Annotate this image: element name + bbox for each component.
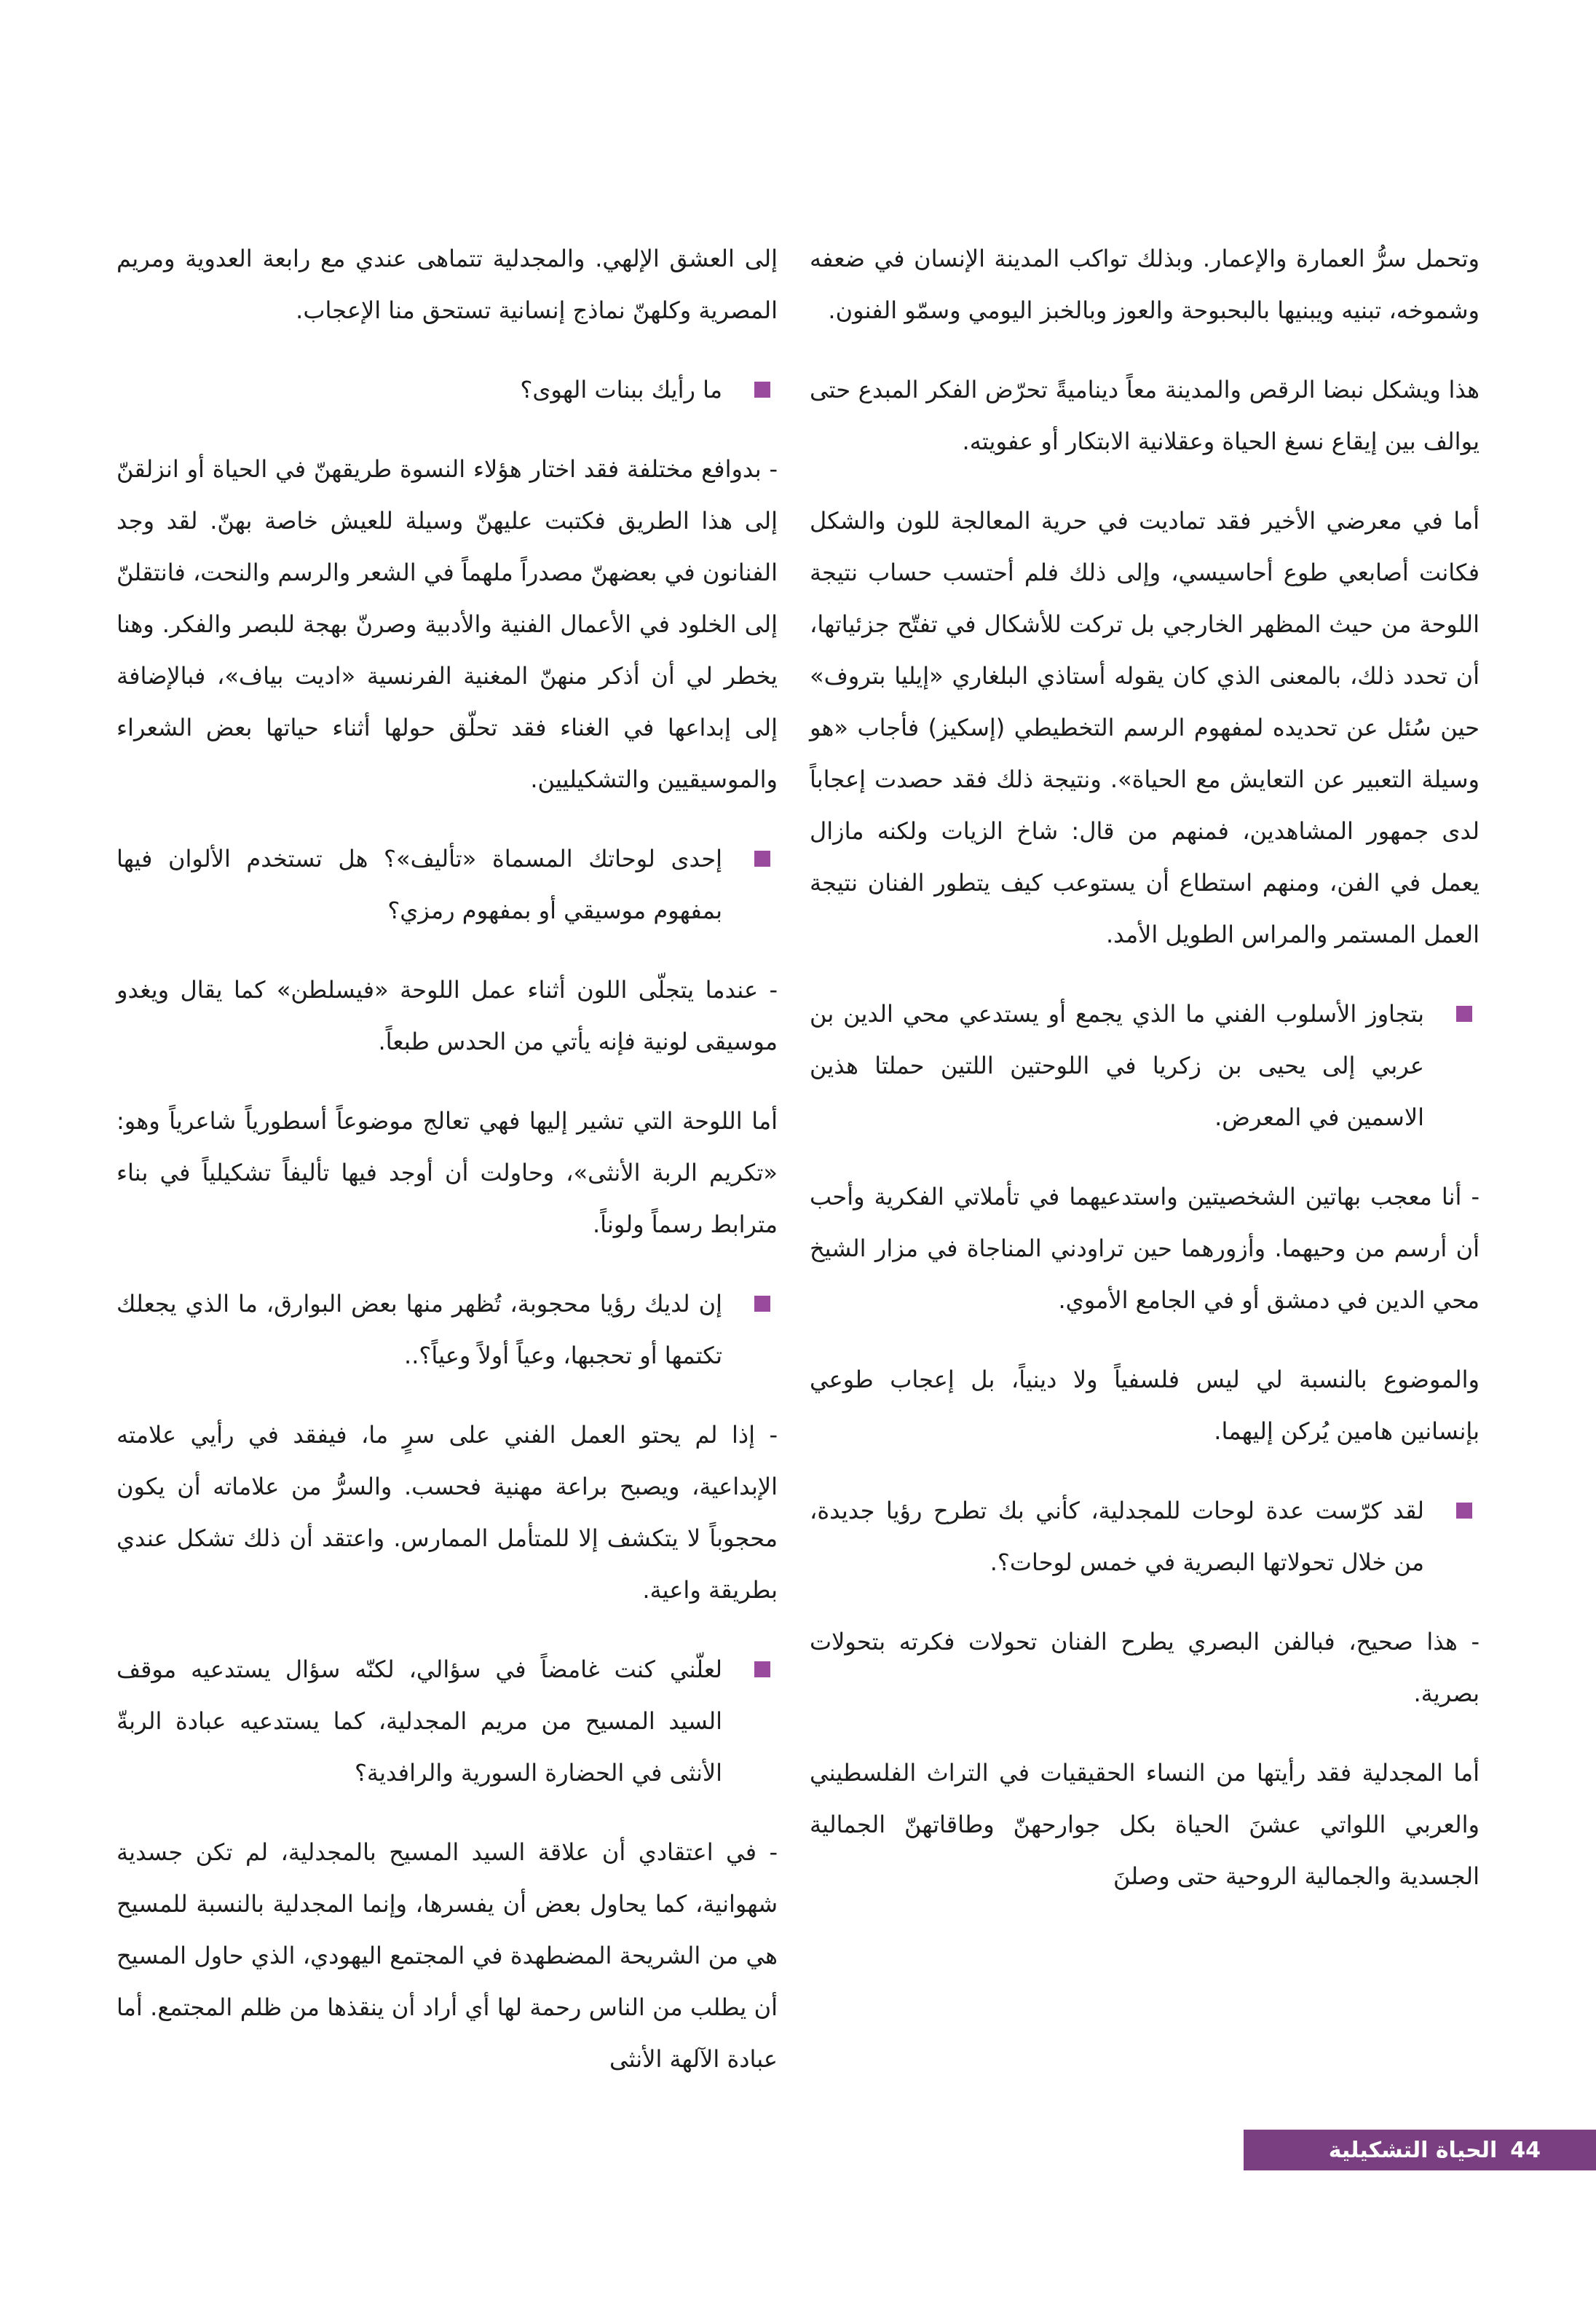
paragraph: - هذا صحيح، فبالفن البصري يطرح الفنان تحولات فكرته بتحولات بصرية. [810,1628,1480,1707]
question-bullet-icon [754,382,770,398]
paragraph: أما المجدلية فقد رأيتها من النساء الحقيقيات في التراث الفلسطيني والعربي اللواتي عشنَ الحياة بكل جوارحهنّ وطاقاتهنّ الجمالية الجسدية والجمالية الروحية حتى وصلنَ [810,1759,1480,1890]
question-text: إحدى لوحاتك المسماة «تأليف»؟ هل تستخدم الألوان فيها بمفهوم موسيقي أو بمفهوم رمزي؟ [116,845,722,924]
paragraph: - في اعتقادي أن علاقة السيد المسيح بالمجدلية، لم تكن جسدية شهوانية، كما يحاول بعض أن يفسرها، وإنما المجدلية بالنسبة للمسيح هي من الشريحة المضطهدة في المجتمع اليهودي، الذي حاول المسيح أن يطلب من الناس رحمة لها أي أراد أن ينقذها من ظلم المجتمع. أما عبادة الآلهة الأنثى [116,1838,778,2073]
paragraph: والموضوع بالنسبة لي ليس فلسفياً ولا دينياً، بل إعجاب طوعي بإنسانين هامين يُركن إليهما. [810,1366,1480,1445]
interview-question [116,364,778,416]
paragraph: - عندما يتجلّى اللون أثناء عمل اللوحة «فيسلطن» كما يقال ويغدو موسيقى لونية فإنه يأتي من الحدس طبعاً. [116,976,778,1055]
paragraph: وتحمل سرُّ العمارة والإعمار. وبذلك تواكب المدينة الإنسان في ضعفه وشموخه، تبنيه ويبنيها بالبحبوحة والعوز وبالخبز اليومي وسمّو الفنون. [810,245,1480,324]
paragraph: هذا ويشكل نبضا الرقص والمدينة معاً ديناميةً تحرّض الفكر المبدع حتى يوالف بين إيقاع نسغ الحياة وعقلانية الابتكار أو عفويته. [810,376,1480,455]
article-column-left [116,233,778,2113]
question-text: إن لديك رؤيا محجوبة، تُظهر منها بعض البوارق، ما الذي يجعلك تكتمها أو تحجبها، وعياً أولاً وعياً؟.. [116,1290,722,1369]
question-bullet-icon [1456,1503,1472,1519]
interview-question [116,1278,778,1382]
paragraph: أما في معرضي الأخير فقد تماديت في حرية المعالجة للون والشكل فكانت أصابعي طوع أحاسيسي، وإلى ذلك فلم أحتسب حساب نتيجة اللوحة من حيث المظهر الخارجي بل تركت للأشكال في تفتّح جزئياتها، أن تحدد ذلك، بالمعنى الذي كان يقوله أستاذي البلغاري «إيليا بتروف» حين سُئل عن تحديده لمفهوم الرسم التخطيطي (إسكيز) فأجاب «هو وسيلة التعبير عن التعايش مع الحياة». ونتيجة ذلك فقد حصدت إعجاباً لدى جمهور المشاهدين، فمنهم من قال: شاخ الزيات ولكنه مازال يعمل في الفن، ومنهم استطاع أن يستوعب كيف يتطور الفنان نتيجة العمل المستمر والمراس الطويل الأمد. [810,507,1480,948]
question-bullet-icon [754,1661,770,1677]
interview-question [116,1644,778,1799]
paragraph: - بدوافع مختلفة فقد اختار هؤلاء النسوة طريقهنّ في الحياة أو انزلقنّ إلى هذا الطريق فكتبت عليهنّ وسيلة للعيش خاصة بهنّ. لقد وجد الفنانون في بعضهنّ مصدراً ملهماً في الشعر والرسم والنحت، فانتقلنّ إلى الخلود في الأعمال الفنية والأدبية وصرنّ بهجة للبصر والفكر. وهنا يخطر لي أن أذكر منهنّ المغنية الفرنسية «اديت بياف»، فبالإضافة إلى إبداعها في الغناء فقد تحلّق حولها أثناء حياتها بعض الشعراء والموسيقيين والتشكيليين. [116,455,778,793]
question-text: ما رأيك ببنات الهوى؟ [520,376,722,403]
magazine-title: الحياة التشكيلية [1328,2137,1498,2163]
question-bullet-icon [1456,1006,1472,1022]
question-text: لقد كرّست عدة لوحات للمجدلية، كأني بك تطرح رؤيا جديدة، من خلال تحولاتها البصرية في خمس لوحات؟. [810,1497,1424,1576]
interview-question [810,988,1480,1143]
interview-question [116,833,778,937]
question-bullet-icon [754,851,770,867]
page-number: 44 [1510,2137,1541,2163]
paragraph: أما اللوحة التي تشير إليها فهي تعالج موضوعاً أسطورياً شاعرياً وهو: «تكريم الربة الأنثى»، وحاولت أن أوجد فيها تأليفاً تشكيلياً في بناء مترابط رسماً ولوناً. [116,1107,778,1238]
paragraph: - أنا معجب بهاتين الشخصيتين واستدعيهما في تأملاتي الفكرية وأحب أن أرسم من وحيهما. وأزورهما حين تراودني المناجاة في مزار الشيخ محي الدين في دمشق أو في الجامع الأموي. [810,1183,1480,1314]
interview-question [810,1485,1480,1588]
question-bullet-icon [754,1296,770,1312]
article-column-right [810,233,1480,1930]
question-text: بتجاوز الأسلوب الفني ما الذي يجمع أو يستدعي محي الدين بن عربي إلى يحيى بن زكريا في اللوحتين اللتين حملتا هذين الاسمين في المعرض. [810,1000,1424,1131]
paragraph: - إذا لم يحتو العمل الفني على سرٍ ما، فيفقد في رأيي علامته الإبداعية، ويصبح براعة مهنية فحسب. والسرُّ من علاماته أن يكون محجوباً لا يتكشف إلا للمتأمل الممارس. واعتقد أن ذلك تشكل عندي بطريقة واعية. [116,1421,778,1604]
page-footer-bar [1244,2130,1596,2170]
paragraph: إلى العشق الإلهي. والمجدلية تتماهى عندي مع رابعة العدوية ومريم المصرية وكلهنّ نماذج إنسانية تستحق منا الإعجاب. [116,245,778,324]
question-text: لعلّني كنت غامضاً في سؤالي، لكنّه سؤال يستدعيه موقف السيد المسيح من مريم المجدلية، كما يستدعيه عبادة الربةّ الأنثى في الحضارة السورية والرافدية؟ [116,1655,722,1787]
